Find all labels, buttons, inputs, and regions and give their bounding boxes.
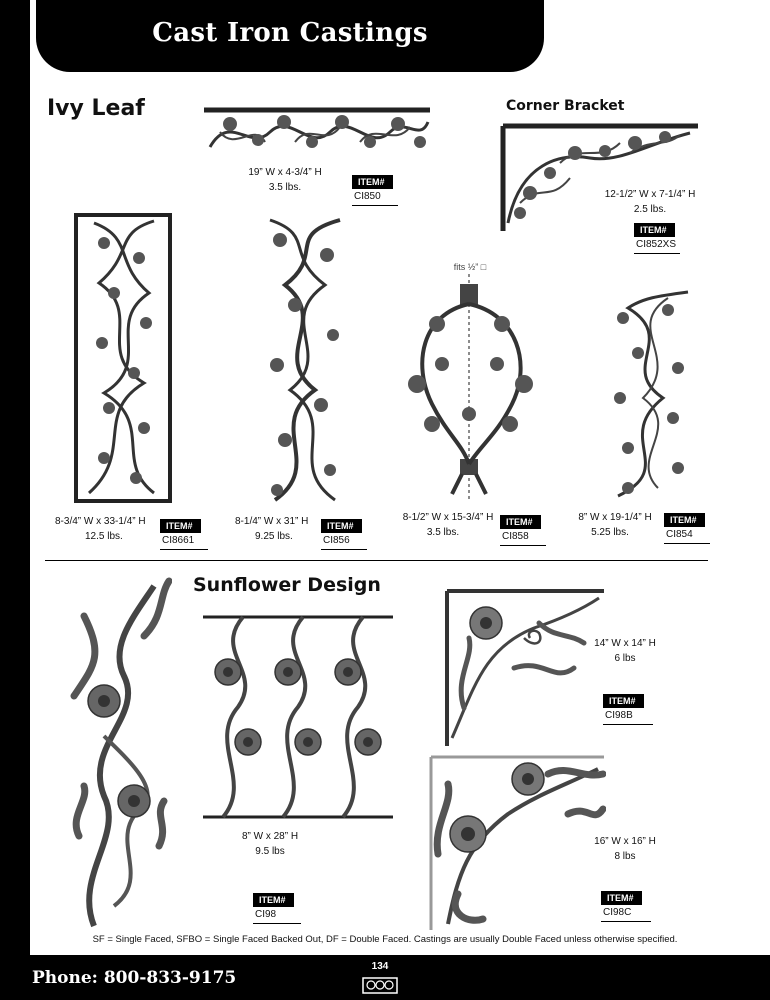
ci856-dims: 8-1/4” W x 31” H bbox=[235, 516, 309, 527]
ci98b-item bbox=[603, 689, 653, 725]
ci98-weight: 9.5 lbs bbox=[255, 846, 285, 857]
ci858-dims: 8-1/2” W x 15-3/4” H bbox=[402, 512, 494, 523]
item-label: ITEM# bbox=[634, 223, 675, 237]
ivy-scroll-casting-image bbox=[200, 102, 434, 158]
face-legend-footnote: SF = Single Faced, SFBO = Single Faced Backed Out, DF = Double Faced. Castings are usually Double Faced unless otherwise specified. bbox=[92, 934, 678, 945]
ci852xs-code: CI852XS bbox=[634, 237, 680, 254]
ci8661-code: CI8661 bbox=[160, 533, 208, 550]
item-label: ITEM# bbox=[601, 891, 642, 905]
ci850-dims: 19” W x 4-3/4” H bbox=[248, 167, 322, 178]
sunflower-panel-casting-image bbox=[203, 612, 393, 822]
ci98c-caption bbox=[580, 834, 670, 864]
section-divider bbox=[45, 560, 708, 561]
ci98c-weight: 8 lbs bbox=[614, 851, 636, 862]
section-title-corner-bracket: Corner Bracket bbox=[506, 98, 625, 114]
ci858-caption bbox=[398, 510, 498, 540]
item-label: ITEM# bbox=[253, 893, 294, 907]
ci98-caption bbox=[220, 829, 320, 859]
sunflower-corner-bracket-image bbox=[444, 588, 606, 748]
ci98-dims: 8” W x 28” H bbox=[241, 831, 299, 842]
ci858-item bbox=[500, 510, 546, 546]
ci858-fit-note: fits ½” □ bbox=[453, 262, 487, 272]
ci850-item bbox=[352, 170, 398, 206]
ci8661-caption bbox=[55, 514, 159, 544]
item-label: ITEM# bbox=[352, 175, 393, 189]
ci852xs-item bbox=[634, 218, 680, 254]
ivy-pendant-casting-image bbox=[402, 274, 542, 502]
ci98c-code: CI98C bbox=[601, 905, 651, 922]
ivy-vertical-vine-image bbox=[255, 215, 355, 505]
ci8661-item bbox=[160, 514, 208, 550]
sunflower-stem-casting-image bbox=[64, 576, 172, 928]
section-title-ivy-leaf: Ivy Leaf bbox=[47, 96, 145, 121]
page-title: Cast Iron Castings bbox=[152, 18, 428, 48]
ci856-item bbox=[321, 514, 367, 550]
ci854-weight: 5.25 lbs. bbox=[591, 527, 629, 538]
ci98-code: CI98 bbox=[253, 907, 301, 924]
ci852xs-dims: 12-1/2” W x 7-1/4” H bbox=[604, 189, 696, 200]
ci854-caption bbox=[572, 510, 658, 540]
ci854-dims: 8” W x 19-1/4” H bbox=[578, 512, 652, 523]
item-label: ITEM# bbox=[664, 513, 705, 527]
ci854-item bbox=[664, 508, 710, 544]
ci8661-dims: 8-3/4” W x 33-1/4” H bbox=[55, 516, 146, 527]
section-title-sunflower: Sunflower Design bbox=[193, 574, 381, 596]
fence-logo-icon bbox=[362, 976, 398, 994]
ci858-code: CI858 bbox=[500, 529, 546, 546]
ci98-item bbox=[253, 888, 301, 924]
ci850-weight: 3.5 lbs. bbox=[268, 182, 302, 193]
item-label: ITEM# bbox=[500, 515, 541, 529]
ci856-code: CI856 bbox=[321, 533, 367, 550]
ci852xs-caption bbox=[595, 187, 705, 217]
ci850-code: CI850 bbox=[352, 189, 398, 206]
ci98b-dims: 14” W x 14” H bbox=[594, 638, 656, 649]
ivy-scroll-vine-image bbox=[598, 288, 700, 500]
page-number: 134 bbox=[371, 961, 389, 972]
ci98b-caption bbox=[580, 636, 670, 666]
ci98b-weight: 6 lbs bbox=[614, 653, 636, 664]
ci852xs-weight: 2.5 lbs. bbox=[633, 204, 667, 215]
ci856-caption bbox=[235, 514, 320, 544]
ci858-weight: 3.5 lbs. bbox=[426, 527, 460, 538]
ci850-caption bbox=[230, 165, 340, 195]
ci854-code: CI854 bbox=[664, 527, 710, 544]
ivy-framed-panel-image bbox=[74, 213, 172, 503]
phone-number: Phone: 800-833-9175 bbox=[32, 968, 237, 988]
ci98c-item bbox=[601, 886, 651, 922]
ci8661-weight: 12.5 lbs. bbox=[85, 531, 123, 542]
item-label: ITEM# bbox=[321, 519, 362, 533]
item-label: ITEM# bbox=[160, 519, 201, 533]
ci98c-dims: 16” W x 16” H bbox=[594, 836, 656, 847]
ci98b-code: CI98B bbox=[603, 708, 653, 725]
item-label: ITEM# bbox=[603, 694, 644, 708]
ci856-weight: 9.25 lbs. bbox=[255, 531, 293, 542]
